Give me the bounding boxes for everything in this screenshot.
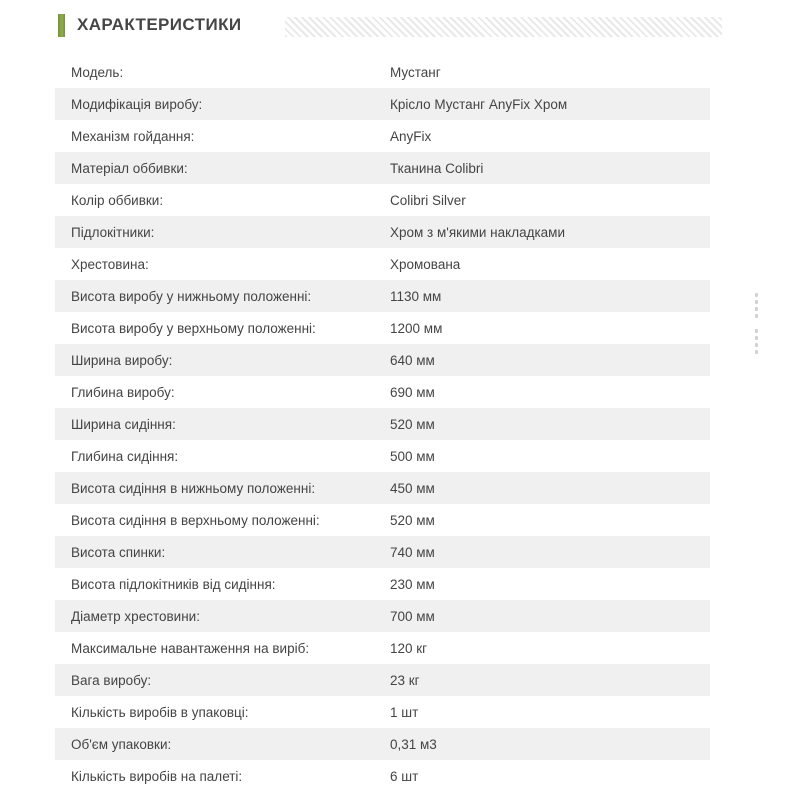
spec-label: Глибина сидіння: <box>71 448 179 464</box>
section-header <box>58 13 241 37</box>
table-row <box>55 632 710 664</box>
spec-value: Тканина Colibri <box>390 160 484 176</box>
table-row <box>55 248 710 280</box>
spec-label: Діаметр хрестовини: <box>71 608 200 624</box>
table-row <box>55 376 710 408</box>
tick-mark <box>755 350 758 354</box>
spec-value: 6 шт <box>390 768 419 784</box>
tick-mark <box>755 343 758 347</box>
table-row <box>55 760 710 792</box>
page-title: ХАРАКТЕРИСТИКИ <box>77 15 242 34</box>
spec-value: 1130 мм <box>390 288 442 304</box>
spec-label: Висота сидіння в нижньому положенні: <box>71 480 316 496</box>
spec-label: Колір оббивки: <box>71 192 164 208</box>
table-row <box>55 280 710 312</box>
tick-mark <box>755 300 758 304</box>
spec-label: Висота спинки: <box>71 544 166 560</box>
tick-mark <box>755 293 758 297</box>
table-row <box>55 184 710 216</box>
spec-label: Висота виробу у нижньому положенні: <box>71 288 312 304</box>
spec-label: Ширина виробу: <box>71 352 173 368</box>
spec-value: 0,31 м3 <box>390 736 437 752</box>
spec-label: Кількість виробів на палеті: <box>71 768 243 784</box>
table-row <box>55 344 710 376</box>
green-accent-bar <box>58 14 65 37</box>
spec-value: 690 мм <box>390 384 435 400</box>
spec-value: Хром з м'якими накладками <box>390 224 565 240</box>
table-row <box>55 312 710 344</box>
spec-label: Вага виробу: <box>71 672 152 688</box>
table-row <box>55 600 710 632</box>
spec-value: 1 шт <box>390 704 419 720</box>
spec-label: Об'єм упаковки: <box>71 736 172 752</box>
table-row <box>55 216 710 248</box>
table-row <box>55 152 710 184</box>
spec-value: 640 мм <box>390 352 435 368</box>
table-row <box>55 56 710 88</box>
spec-value: 450 мм <box>390 480 435 496</box>
tick-mark <box>755 314 758 318</box>
spec-value: Мустанг <box>390 64 441 80</box>
table-row <box>55 728 710 760</box>
tick-mark <box>755 329 758 333</box>
spec-value: 230 мм <box>390 576 435 592</box>
spec-label: Матеріал оббивки: <box>71 160 188 176</box>
spec-label: Висота сидіння в верхньому положенні: <box>71 512 320 528</box>
spec-label: Кількість виробів в упаковці: <box>71 704 249 720</box>
tick-mark <box>755 307 758 311</box>
table-row <box>55 472 710 504</box>
side-tick-marks <box>755 293 759 321</box>
spec-label: Ширина сидіння: <box>71 416 176 432</box>
spec-value: Крісло Мустанг AnyFix Хром <box>390 96 568 112</box>
spec-value: 120 кг <box>390 640 428 656</box>
table-row <box>55 440 710 472</box>
spec-value: Хромована <box>390 256 461 272</box>
table-row <box>55 536 710 568</box>
spec-value: 520 мм <box>390 512 435 528</box>
side-tick-marks <box>755 329 759 357</box>
spec-label: Модифікація виробу: <box>71 96 203 112</box>
spec-value: 740 мм <box>390 544 435 560</box>
spec-value: AnyFix <box>390 128 432 144</box>
table-row <box>55 664 710 696</box>
spec-value: 520 мм <box>390 416 435 432</box>
spec-value: Colibri Silver <box>390 192 466 208</box>
table-row <box>55 568 710 600</box>
table-row <box>55 504 710 536</box>
spec-label: Модель: <box>71 64 124 80</box>
table-row <box>55 408 710 440</box>
spec-label: Механізм гойдання: <box>71 128 195 144</box>
spec-label: Хрестовина: <box>71 256 149 272</box>
spec-label: Підлокітники: <box>71 224 155 240</box>
spec-label: Глибина виробу: <box>71 384 175 400</box>
table-row <box>55 696 710 728</box>
spec-label: Висота підлокітників від сидіння: <box>71 576 276 592</box>
spec-value: 500 мм <box>390 448 435 464</box>
diagonal-stripes-decoration <box>285 17 722 37</box>
tick-mark <box>755 336 758 340</box>
spec-value: 1200 мм <box>390 320 443 336</box>
spec-label: Висота виробу у верхньому положенні: <box>71 320 316 336</box>
spec-label: Максимальне навантаження на виріб: <box>71 640 310 656</box>
spec-value: 23 кг <box>390 672 420 688</box>
table-row <box>55 88 710 120</box>
spec-table <box>55 56 710 792</box>
table-row <box>55 120 710 152</box>
spec-value: 700 мм <box>390 608 435 624</box>
